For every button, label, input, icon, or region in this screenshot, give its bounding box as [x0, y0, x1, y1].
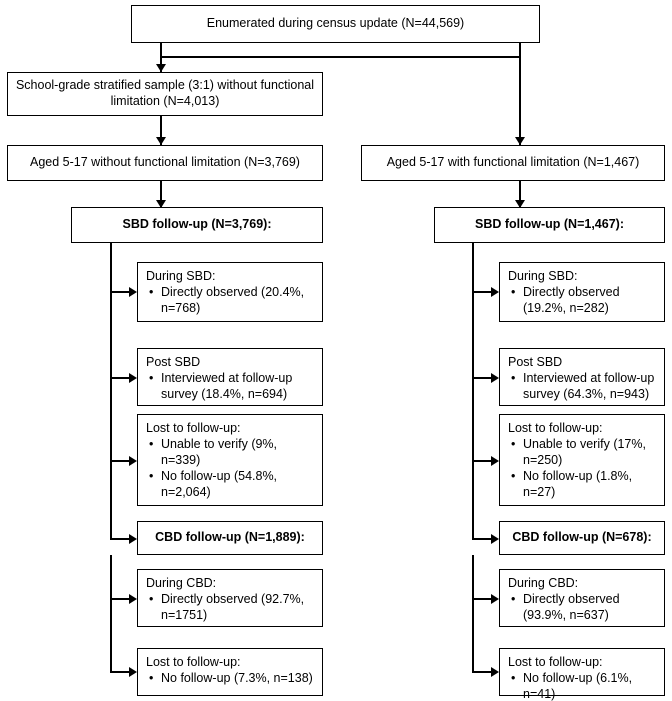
box-right-during-cbd-list — [508, 591, 657, 623]
connector-enumerated-right-horizontal — [160, 56, 520, 58]
box-right-during-cbd — [499, 569, 665, 627]
box-left-lost-cbd-head: Lost to follow-up: — [146, 655, 241, 669]
node-aged-without-limitation-label: Aged 5-17 without functional limitation (N=3,769) — [30, 155, 300, 170]
arrowhead-right-cbd — [491, 534, 499, 544]
spine-left-sbd — [110, 243, 112, 538]
list-item: • No follow-up (6.1%, n=41) — [508, 670, 657, 701]
box-right-during-sbd-list — [508, 284, 657, 316]
box-right-lost-sbd-list — [508, 436, 657, 500]
list-item: • Interviewed at follow-up survey (18.4%, n=694) — [146, 370, 315, 402]
node-sbd-followup-left — [71, 207, 323, 243]
arrowhead-right-during-sbd — [491, 287, 499, 297]
box-right-lost-cbd — [499, 648, 665, 701]
box-left-lost-cbd — [137, 648, 323, 696]
node-stratified-sample-label: School-grade stratified sample (3:1) without functional limitation (N=4,013) — [15, 78, 315, 108]
arrowhead-right-post-sbd — [491, 373, 499, 383]
box-left-lost-cbd-list — [146, 670, 315, 686]
list-item: • Directly observed (20.4%, n=768) — [146, 284, 315, 316]
box-left-during-cbd — [137, 569, 323, 627]
box-left-lost-sbd-list — [146, 436, 315, 500]
arrowhead-stratified — [156, 64, 166, 72]
arrowhead-left-post-sbd — [129, 373, 137, 383]
arrowhead-left-during-sbd — [129, 287, 137, 297]
arrowhead-right-during-cbd — [491, 594, 499, 604]
list-item: • No follow-up (7.3%, n=138) — [146, 670, 315, 686]
list-item: • Directly observed (92.7%, n=1751) — [146, 591, 315, 623]
box-right-post-sbd — [499, 348, 665, 406]
list-item: • Directly observed (93.9%, n=637) — [508, 591, 657, 623]
arrowhead-left-cbd — [129, 534, 137, 544]
box-right-post-sbd-head: Post SBD — [508, 355, 563, 369]
list-item: • Interviewed at follow-up survey (64.3%, n=943) — [508, 370, 657, 402]
box-left-during-cbd-head: During CBD: — [146, 576, 217, 590]
arrowhead-right-lost-cbd — [491, 667, 499, 677]
spine-right-cbd — [472, 555, 474, 672]
node-sbd-followup-right-label: SBD follow-up (N=1,467): — [475, 217, 624, 232]
node-aged-with-limitation-label: Aged 5-17 with functional limitation (N=1,467) — [386, 155, 640, 170]
node-aged-without-limitation — [7, 145, 323, 181]
box-right-during-cbd-head: During CBD: — [508, 576, 579, 590]
box-left-post-sbd-list — [146, 370, 315, 402]
box-left-during-sbd-list — [146, 284, 315, 316]
list-item: • Unable to verify (17%, n=250) — [508, 436, 657, 468]
node-aged-with-limitation — [361, 145, 665, 181]
box-left-post-sbd — [137, 348, 323, 406]
box-right-lost-sbd-head: Lost to follow-up: — [508, 421, 603, 435]
box-left-post-sbd-head: Post SBD — [146, 355, 201, 369]
node-cbd-followup-left-label: CBD follow-up (N=1,889): — [155, 530, 305, 545]
arrowhead-aged-with — [515, 137, 525, 145]
node-cbd-followup-right-label: CBD follow-up (N=678): — [512, 530, 652, 545]
arrowhead-left-lost-cbd — [129, 667, 137, 677]
box-right-during-sbd — [499, 262, 665, 322]
node-sbd-followup-right — [434, 207, 665, 243]
box-right-lost-cbd-head: Lost to follow-up: — [508, 655, 603, 669]
node-enumerated-label: Enumerated during census update (N=44,569) — [206, 16, 465, 31]
node-stratified-sample — [7, 72, 323, 116]
node-enumerated — [131, 5, 540, 43]
box-right-lost-sbd — [499, 414, 665, 506]
connector-enumerated-right-vertical — [519, 43, 521, 145]
spine-right-sbd — [472, 243, 474, 538]
box-left-during-sbd — [137, 262, 323, 322]
arrowhead-left-during-cbd — [129, 594, 137, 604]
box-left-lost-sbd — [137, 414, 323, 506]
list-item: • Unable to verify (9%, n=339) — [146, 436, 315, 468]
box-right-lost-cbd-list — [508, 670, 657, 701]
node-cbd-followup-left — [137, 521, 323, 555]
node-sbd-followup-left-label: SBD follow-up (N=3,769): — [122, 217, 272, 232]
list-item: • Directly observed (19.2%, n=282) — [508, 284, 657, 316]
box-left-during-sbd-head: During SBD: — [146, 269, 216, 283]
arrowhead-left-lost-sbd — [129, 456, 137, 466]
spine-left-cbd — [110, 555, 112, 672]
list-item: • No follow-up (1.8%, n=27) — [508, 468, 657, 500]
arrowhead-right-lost-sbd — [491, 456, 499, 466]
box-right-during-sbd-head: During SBD: — [508, 269, 578, 283]
box-left-during-cbd-list — [146, 591, 315, 623]
box-right-post-sbd-list — [508, 370, 657, 402]
box-left-lost-sbd-head: Lost to follow-up: — [146, 421, 241, 435]
node-cbd-followup-right — [499, 521, 665, 555]
list-item: • No follow-up (54.8%, n=2,064) — [146, 468, 315, 500]
arrowhead-aged-without — [156, 137, 166, 145]
